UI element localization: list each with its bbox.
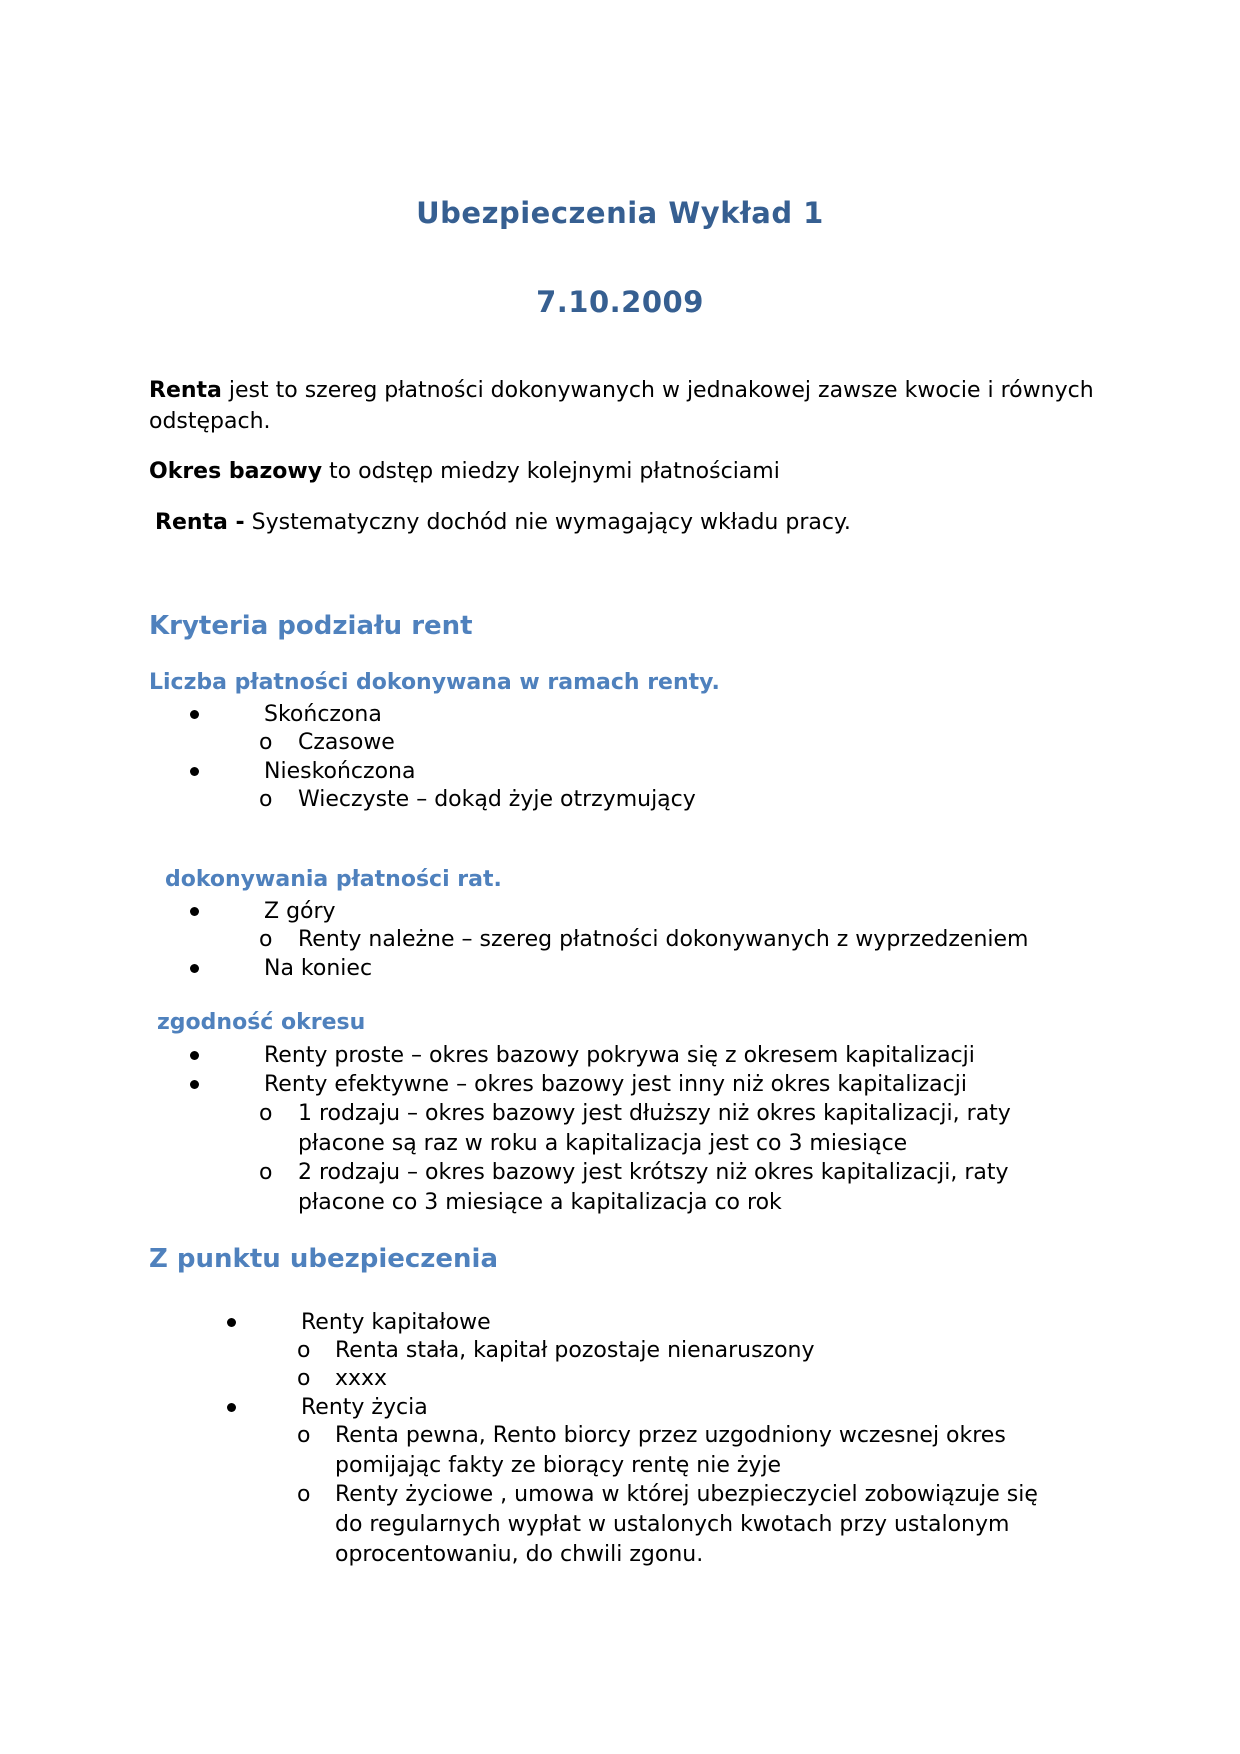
document-date: 7.10.2009 bbox=[536, 285, 704, 319]
sub-bullet-icon: o bbox=[297, 1423, 311, 1448]
definition-text: Systematyczny dochód nie wymagający wkładu pracy. bbox=[244, 510, 851, 535]
definition-text: to odstęp miedzy kolejnymi płatnościami bbox=[322, 459, 780, 484]
term-okres-bazowy: Okres bazowy bbox=[149, 459, 323, 484]
list-subitem-label: xxxx bbox=[335, 1366, 388, 1391]
list-liczba-platnosci bbox=[149, 700, 1109, 820]
list-subitem-label: Czasowe bbox=[298, 730, 395, 755]
paragraph-renta-definition bbox=[149, 375, 1109, 437]
bullet-icon bbox=[190, 1051, 199, 1060]
bullet-icon bbox=[190, 964, 199, 973]
list-subitem-label: Renta pewna, Rento biorcy przez uzgodniony wczesnej okres pomijając fakty ze biorący rentę nie żyje bbox=[335, 1423, 1006, 1478]
list-subitem-label: Renty należne – szereg płatności dokonywanych z wyprzedzeniem bbox=[298, 927, 1029, 952]
list-subitem-label: Renta stała, kapitał pozostaje nienaruszony bbox=[335, 1338, 815, 1363]
list-subitem-label: 2 rodzaju – okres bazowy jest krótszy niż okres kapitalizacji, raty płacone co 3 miesiące a kapitalizacja co rok bbox=[298, 1160, 1009, 1215]
sub-bullet-icon: o bbox=[259, 730, 273, 755]
bullet-icon bbox=[190, 1080, 199, 1089]
sub-bullet-icon: o bbox=[297, 1482, 311, 1507]
list-item-label: Renty życia bbox=[301, 1395, 428, 1420]
term-renta-dash: Renta - bbox=[155, 510, 245, 535]
bullet-icon bbox=[190, 907, 199, 916]
list-item-label: Nieskończona bbox=[264, 759, 416, 784]
bullet-icon bbox=[227, 1318, 236, 1327]
paragraph-renta-dochod bbox=[155, 507, 1115, 538]
list-item-label: Renty proste – okres bazowy pokrywa się z okresem kapitalizacji bbox=[264, 1043, 975, 1068]
list-zgodnosc bbox=[149, 1041, 1109, 1221]
paragraph-okres-bazowy bbox=[149, 456, 1109, 487]
bullet-icon bbox=[227, 1403, 236, 1412]
sub-bullet-icon: o bbox=[259, 787, 273, 812]
document-title: Ubezpieczenia Wykład 1 bbox=[416, 196, 824, 230]
subheading-zgodnosc: zgodność okresu bbox=[157, 1010, 366, 1035]
list-subitem-label: 1 rodzaju – okres bazowy jest dłuższy niż okres kapitalizacji, raty płacone są raz w roku a kapitalizacja jest co 3 miesiące bbox=[298, 1101, 1011, 1156]
bullet-icon bbox=[190, 767, 199, 776]
list-item-label: Renty kapitałowe bbox=[301, 1310, 491, 1335]
sub-bullet-icon: o bbox=[297, 1338, 311, 1363]
sub-bullet-icon: o bbox=[259, 927, 273, 952]
sub-bullet-icon: o bbox=[297, 1366, 311, 1391]
definition-text: jest to szereg płatności dokonywanych w jednakowej zawsze kwocie i równych odstępach. bbox=[149, 378, 1094, 434]
bullet-icon bbox=[190, 710, 199, 719]
term-renta: Renta bbox=[149, 378, 222, 403]
heading-kryteria: Kryteria podziału rent bbox=[149, 611, 473, 641]
list-item-label: Skończona bbox=[264, 702, 382, 727]
sub-bullet-icon: o bbox=[259, 1101, 273, 1126]
subheading-dokonywania: dokonywania płatności rat. bbox=[165, 867, 502, 892]
list-item-label: Renty efektywne – okres bazowy jest inny niż okres kapitalizacji bbox=[264, 1072, 967, 1097]
list-item-label: Z góry bbox=[264, 899, 336, 924]
list-item-label: Na koniec bbox=[264, 956, 373, 981]
list-z-punktu-ubezpieczenia bbox=[149, 1308, 1109, 1578]
subheading-liczba-platnosci: Liczba płatności dokonywana w ramach renty. bbox=[149, 670, 720, 695]
list-dokonywania bbox=[149, 897, 1109, 997]
list-subitem-label: Renty życiowe , umowa w której ubezpieczyciel zobowiązuje się do regularnych wypłat w ustalonych kwotach przy ustalonym oprocentowaniu, do chwili zgonu. bbox=[335, 1482, 1038, 1567]
sub-bullet-icon: o bbox=[259, 1160, 273, 1185]
list-subitem-label: Wieczyste – dokąd żyje otrzymujący bbox=[298, 787, 696, 812]
heading-z-punktu-ubezpieczenia: Z punktu ubezpieczenia bbox=[149, 1244, 499, 1274]
